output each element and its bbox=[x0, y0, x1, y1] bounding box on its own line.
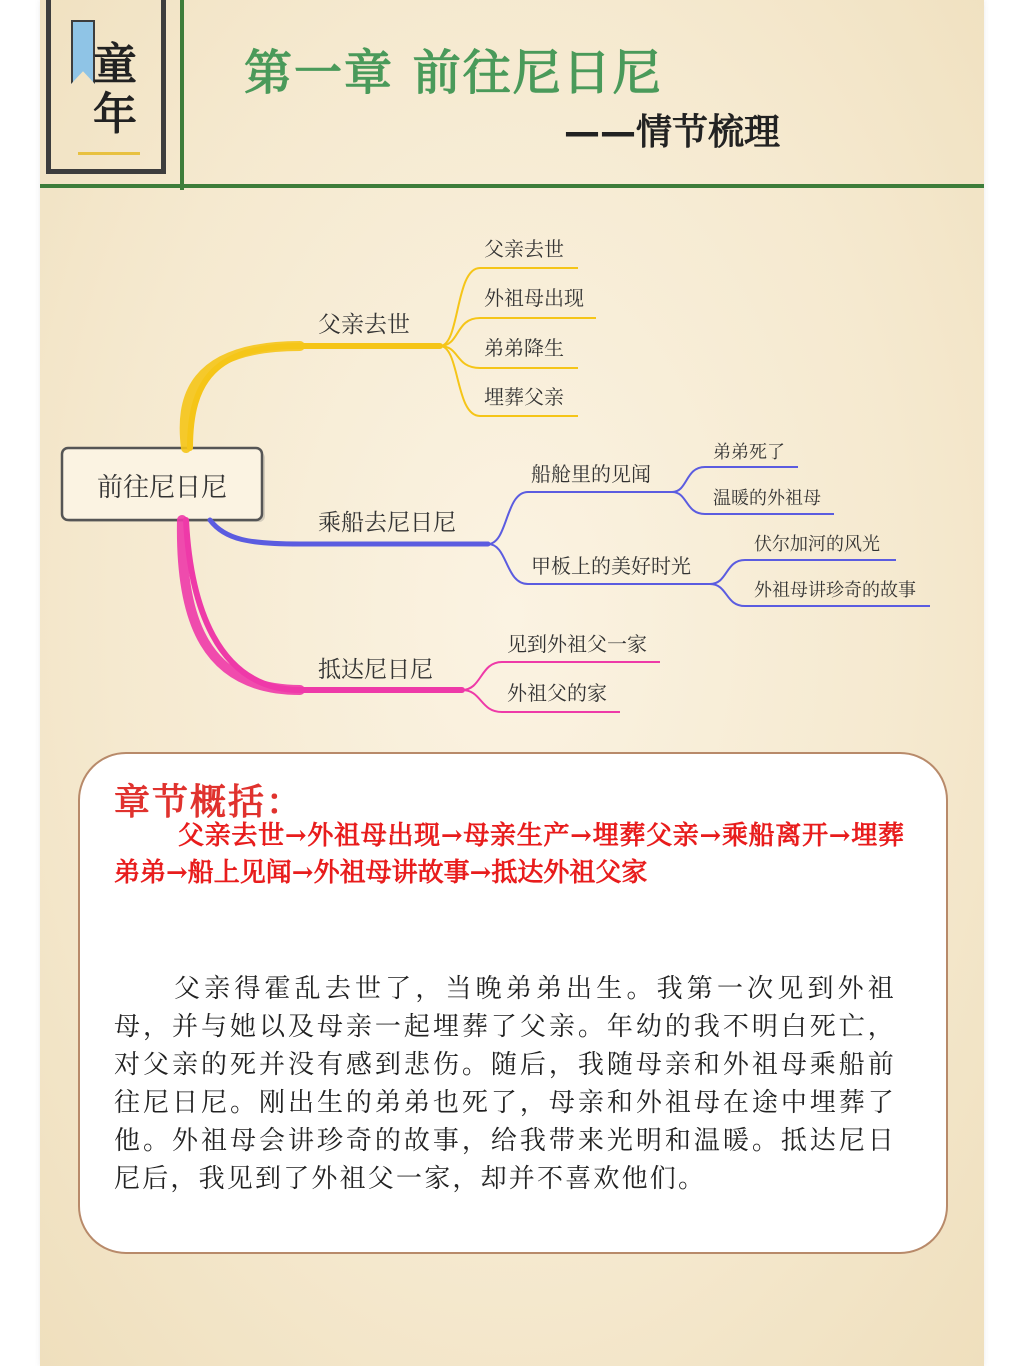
branch-2-sub-1-child-1: 弟弟死了 bbox=[713, 442, 785, 463]
branch-2-sub-2-child-1: 伏尔加河的风光 bbox=[754, 534, 880, 555]
branch-3-label: 抵达尼日尼 bbox=[318, 657, 433, 683]
branch-1-child-3: 弟弟降生 bbox=[484, 336, 564, 360]
branch-2 bbox=[210, 442, 930, 606]
branch-1-child-4: 埋葬父亲 bbox=[484, 385, 564, 409]
branch-1-child-1: 父亲去世 bbox=[484, 237, 564, 261]
branch-1 bbox=[185, 237, 596, 448]
branch-3 bbox=[182, 520, 660, 712]
branch-2-label: 乘船去尼日尼 bbox=[318, 510, 456, 536]
summary-plot-flow: 父亲去世→外祖母出现→母亲生产→埋葬父亲→乘船离开→埋葬弟弟→船上见闻→外祖母讲故事→抵达外祖父家 bbox=[114, 821, 904, 888]
book-title-char-1: 童 bbox=[93, 39, 137, 90]
chapter-title: 第一章 前往尼日尼 bbox=[244, 45, 663, 101]
branch-3-child-2: 外祖父的家 bbox=[507, 681, 607, 705]
branch-1-label: 父亲去世 bbox=[318, 312, 410, 338]
summary-body-text: 父亲得霍乱去世了，当晚弟弟出生。我第一次见到外祖母，并与她以及母亲一起埋葬了父亲。年幼的我不明白死亡，对父亲的死并没有感到悲伤。随后，我随母亲和外祖母乘船前往尼日尼。刚出生的弟弟也死了，母亲和外祖母在途中埋葬了他。外祖母会讲珍奇的故事，给我带来光明和温暖。抵达尼日尼后，我见到了外祖父一家，却并不喜欢他们。 bbox=[114, 974, 896, 1194]
branch-3-child-1: 见到外祖父一家 bbox=[507, 632, 647, 656]
branch-2-sub-1-child-2: 温暖的外祖母 bbox=[713, 488, 821, 509]
branch-2-sub-2-child-2: 外祖母讲珍奇的故事 bbox=[754, 580, 916, 601]
branch-1-child-2: 外祖母出现 bbox=[484, 286, 584, 310]
mindmap-root-node bbox=[62, 448, 265, 522]
branch-2-sub-1-label: 船舱里的见闻 bbox=[531, 462, 651, 486]
mindmap-root-label: 前往尼日尼 bbox=[96, 473, 228, 503]
chapter-subtitle: ——情节梳理 bbox=[564, 112, 781, 153]
branch-2-sub-2-label: 甲板上的美好时光 bbox=[531, 554, 691, 578]
summary-heading: 章节概括： bbox=[114, 781, 305, 823]
book-title-char-2: 年 bbox=[93, 89, 137, 140]
